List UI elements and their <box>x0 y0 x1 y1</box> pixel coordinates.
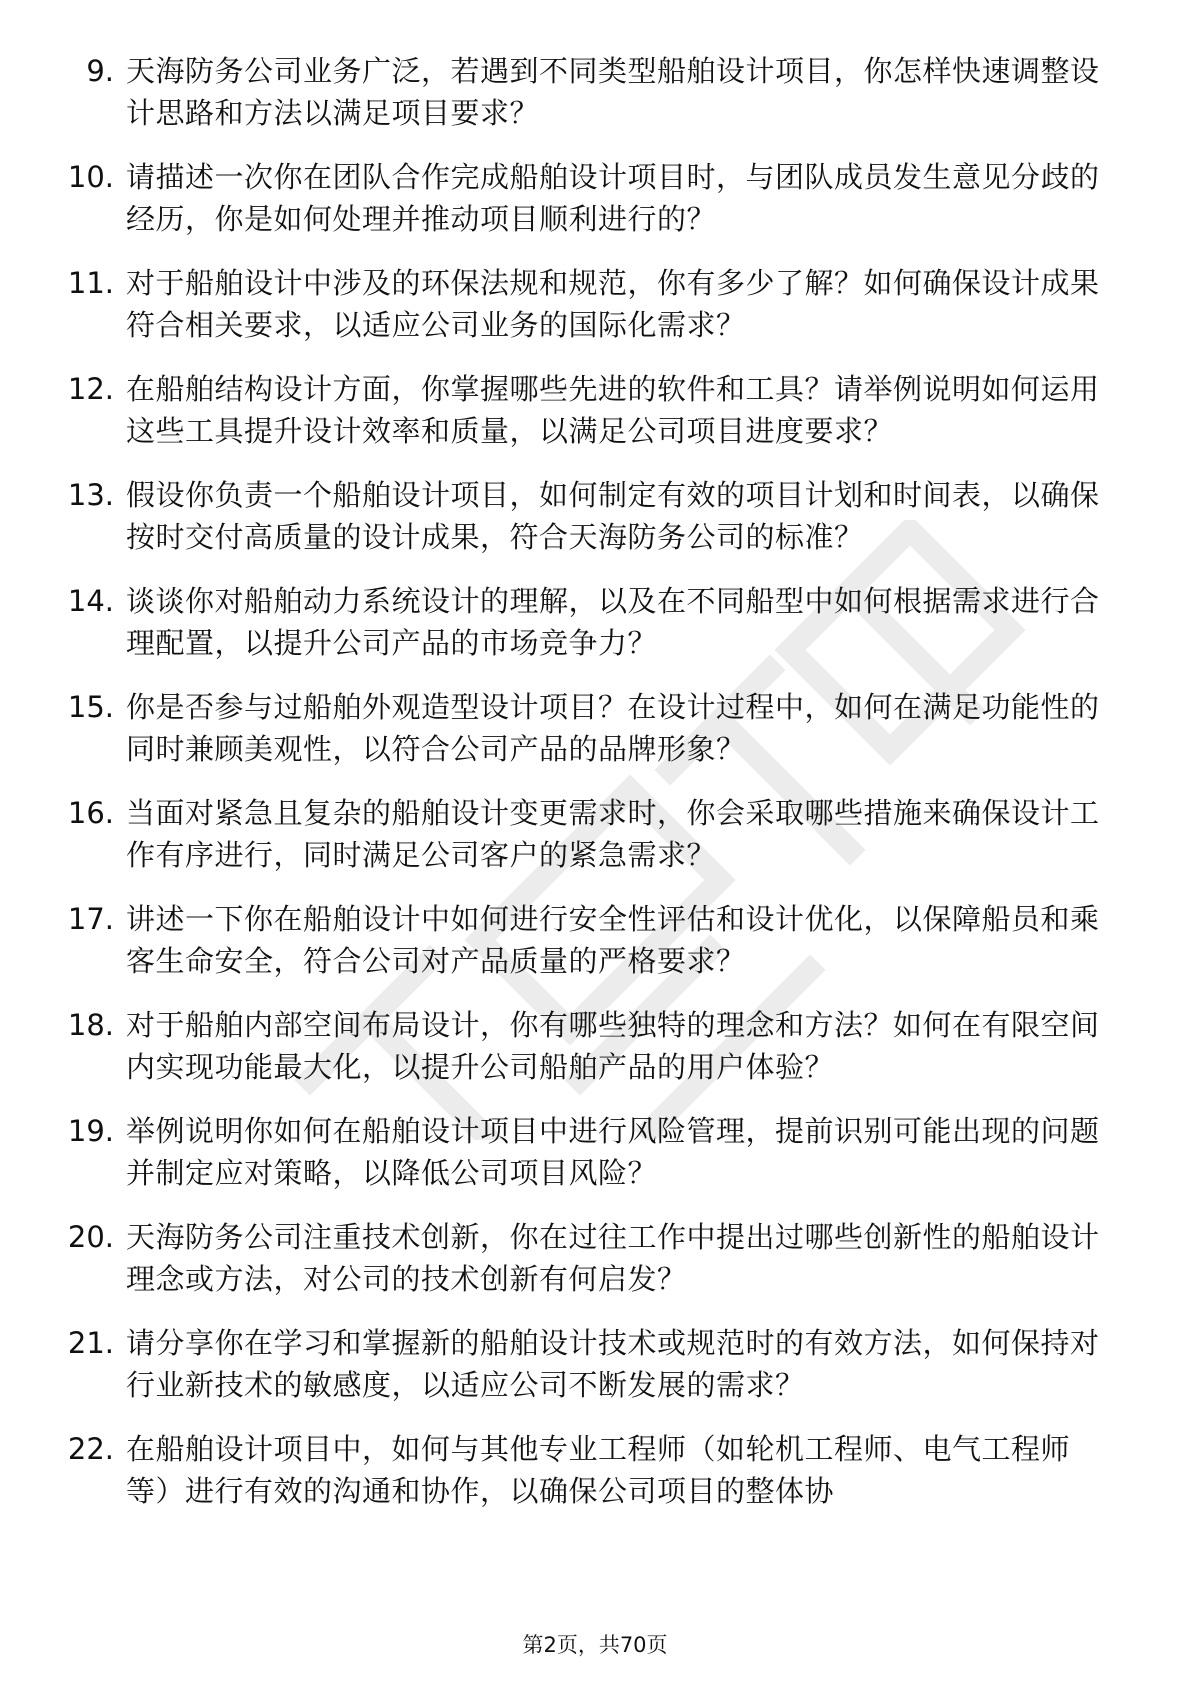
question-number: 18. <box>67 1008 114 1042</box>
question-item-18 <box>0 1004 1190 1088</box>
question-number: 15. <box>67 690 114 724</box>
question-text: 假设你负责一个船舶设计项目，如何制定有效的项目计划和时间表，以确保按时交付高质量的设计成果，符合天海防务公司的标准？ <box>126 478 1100 554</box>
question-number: 19. <box>67 1114 114 1148</box>
question-number: 11. <box>67 266 114 300</box>
question-item-22 <box>0 1428 1190 1512</box>
question-number: 22. <box>67 1432 114 1466</box>
question-number: 17. <box>67 902 114 936</box>
question-list <box>0 50 1190 1534</box>
question-number: 16. <box>67 796 114 830</box>
question-text: 你是否参与过船舶外观造型设计项目？在设计过程中，如何在满足功能性的同时兼顾美观性，以符合公司产品的品牌形象？ <box>126 690 1100 766</box>
question-item-19 <box>0 1110 1190 1194</box>
question-number: 14. <box>67 584 114 618</box>
question-text: 请分享你在学习和掌握新的船舶设计技术或规范时的有效方法，如何保持对行业新技术的敏感度，以适应公司不断发展的需求？ <box>126 1326 1100 1402</box>
question-text: 举例说明你如何在船舶设计项目中进行风险管理，提前识别可能出现的问题并制定应对策略，以降低公司项目风险？ <box>126 1114 1100 1190</box>
question-number: 10. <box>67 160 114 194</box>
question-item-15 <box>0 686 1190 770</box>
question-number: 20. <box>67 1220 114 1254</box>
question-item-14 <box>0 580 1190 664</box>
question-item-16 <box>0 792 1190 876</box>
page-footer: 第2页，共70页 <box>522 1633 668 1657</box>
question-item-20 <box>0 1216 1190 1300</box>
question-number: 12. <box>67 372 114 406</box>
question-text: 在船舶结构设计方面，你掌握哪些先进的软件和工具？请举例说明如何运用这些工具提升设计效率和质量，以满足公司项目进度要求？ <box>126 372 1100 448</box>
question-text: 谈谈你对船舶动力系统设计的理解，以及在不同船型中如何根据需求进行合理配置，以提升公司产品的市场竞争力？ <box>126 584 1100 660</box>
question-text: 天海防务公司注重技术创新，你在过往工作中提出过哪些创新性的船舶设计理念或方法，对公司的技术创新有何启发？ <box>126 1220 1100 1296</box>
question-item-21 <box>0 1322 1190 1406</box>
question-item-10 <box>0 156 1190 240</box>
question-item-12 <box>0 368 1190 452</box>
question-number: 9. <box>86 54 114 88</box>
question-text: 对于船舶设计中涉及的环保法规和规范，你有多少了解？如何确保设计成果符合相关要求，以适应公司业务的国际化需求？ <box>126 266 1100 342</box>
question-item-9 <box>0 50 1190 134</box>
question-item-17 <box>0 898 1190 982</box>
question-text: 天海防务公司业务广泛，若遇到不同类型船舶设计项目，你怎样快速调整设计思路和方法以满足项目要求？ <box>126 54 1100 130</box>
question-text: 在船舶设计项目中，如何与其他专业工程师（如轮机工程师、电气工程师等）进行有效的沟通和协作，以确保公司项目的整体协 <box>126 1432 1071 1508</box>
question-number: 21. <box>67 1326 114 1360</box>
question-item-11 <box>0 262 1190 346</box>
question-text: 对于船舶内部空间布局设计，你有哪些独特的理念和方法？如何在有限空间内实现功能最大化，以提升公司船舶产品的用户体验？ <box>126 1008 1100 1084</box>
question-text: 请描述一次你在团队合作完成船舶设计项目时，与团队成员发生意见分歧的经历，你是如何处理并推动项目顺利进行的？ <box>126 160 1100 236</box>
question-item-13 <box>0 474 1190 558</box>
question-text: 当面对紧急且复杂的船舶设计变更需求时，你会采取哪些措施来确保设计工作有序进行，同时满足公司客户的紧急需求？ <box>126 796 1100 872</box>
question-text: 讲述一下你在船舶设计中如何进行安全性评估和设计优化，以保障船员和乘客生命安全，符合公司对产品质量的严格要求？ <box>126 902 1100 978</box>
question-number: 13. <box>67 478 114 512</box>
